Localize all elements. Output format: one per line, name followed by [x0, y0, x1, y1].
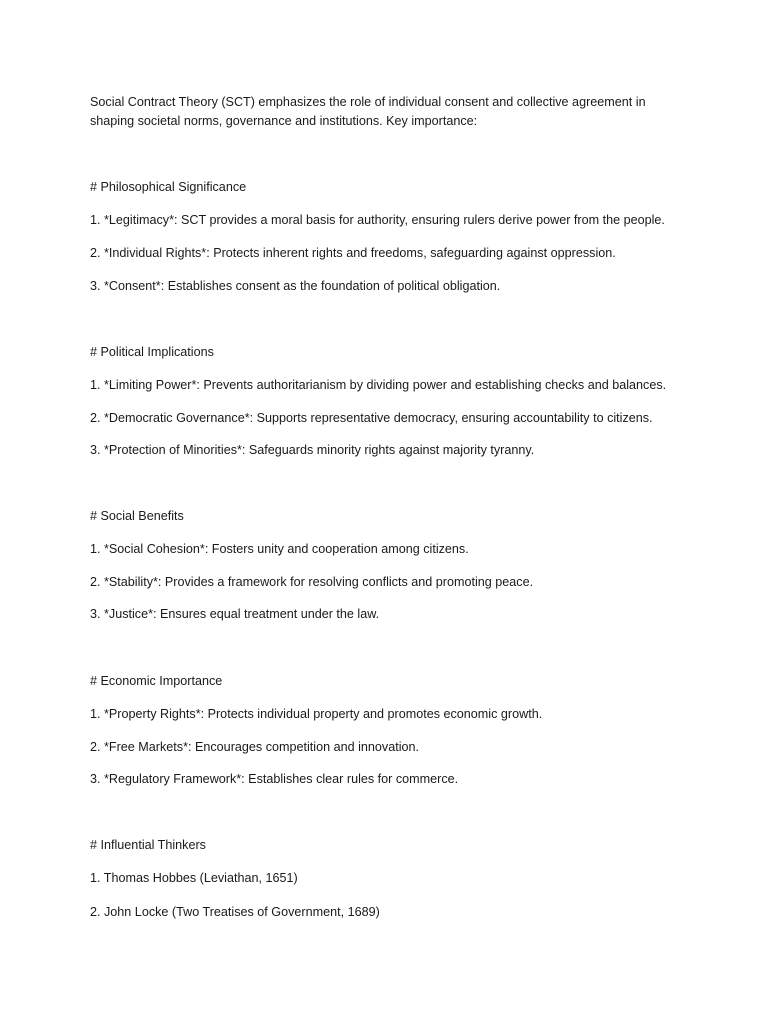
list-item: 2. John Locke (Two Treatises of Government, 1689): [90, 905, 380, 919]
list-item: 3. *Consent*: Establishes consent as the foundation of political obligation.: [90, 279, 501, 293]
list-item: 3. *Protection of Minorities*: Safeguards minority rights against majority tyranny.: [90, 443, 535, 457]
list-item: 1. *Limiting Power*: Prevents authoritarianism by dividing power and establishing checks and balances.: [90, 378, 667, 392]
section-heading-political: # Political Implications: [90, 345, 214, 359]
section-heading-thinkers: # Influential Thinkers: [90, 838, 206, 852]
list-item: 2. *Stability*: Provides a framework for resolving conflicts and promoting peace.: [90, 575, 534, 589]
section-heading-economic: # Economic Importance: [90, 674, 223, 688]
section-heading-social: # Social Benefits: [90, 509, 184, 523]
list-item: 1. *Property Rights*: Protects individual property and promotes economic growth.: [90, 707, 543, 721]
intro-line-2: shaping societal norms, governance and institutions. Key importance:: [90, 114, 478, 128]
intro-line-1: Social Contract Theory (SCT) emphasizes the role of individual consent and collective agreement in: [90, 95, 646, 109]
list-item: 2. *Individual Rights*: Protects inherent rights and freedoms, safeguarding against oppression.: [90, 246, 616, 260]
list-item: 2. *Free Markets*: Encourages competition and innovation.: [90, 740, 420, 754]
list-item: 1. *Social Cohesion*: Fosters unity and cooperation among citizens.: [90, 542, 469, 556]
list-item: 1. *Legitimacy*: SCT provides a moral basis for authority, ensuring rulers derive power from the people.: [90, 213, 665, 227]
section-heading-philosophical: # Philosophical Significance: [90, 180, 247, 194]
list-item: 1. Thomas Hobbes (Leviathan, 1651): [90, 871, 298, 885]
list-item: 3. *Regulatory Framework*: Establishes clear rules for commerce.: [90, 772, 459, 786]
list-item: 2. *Democratic Governance*: Supports representative democracy, ensuring accountability to citizens.: [90, 411, 653, 425]
list-item: 3. *Justice*: Ensures equal treatment under the law.: [90, 607, 380, 621]
